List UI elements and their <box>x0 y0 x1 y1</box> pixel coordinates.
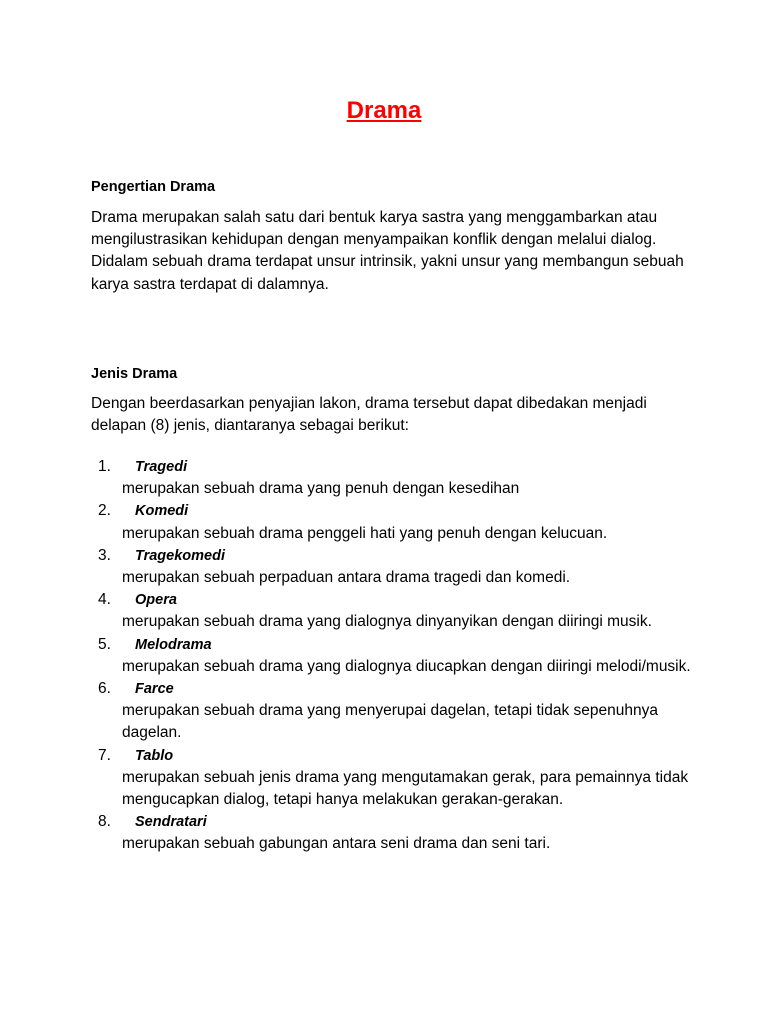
list-item-term: Melodrama <box>135 636 212 653</box>
list-item-number: 5. <box>98 635 111 653</box>
list-item <box>91 500 691 544</box>
list-item-description: merupakan sebuah jenis drama yang mengutamakan gerak, para pemainnya tidak mengucapkan dialog, tetapi hanya melakukan gerakan-gerakan. <box>122 768 689 809</box>
list-item-number: 8. <box>98 813 111 831</box>
list-item-description: merupakan sebuah perpaduan antara drama tragedi dan komedi. <box>122 569 571 587</box>
list-item-number: 4. <box>98 591 111 609</box>
list-item <box>91 745 691 812</box>
list-item <box>91 678 691 745</box>
list-item-term: Tablo <box>135 747 174 764</box>
list-item-term: Opera <box>135 592 177 609</box>
list-item-description: merupakan sebuah gabungan antara seni drama dan seni tari. <box>122 835 551 853</box>
section-heading-pengertian: Pengertian Drama <box>91 179 216 195</box>
list-item <box>91 811 691 855</box>
list-item-term: Komedi <box>135 503 189 520</box>
list-item-term: Tragedi <box>135 459 188 475</box>
list-item-description: merupakan sebuah drama penggeli hati yang penuh dengan kelucuan. <box>122 524 608 542</box>
list-item-number: 6. <box>98 680 111 698</box>
list-item <box>91 545 691 589</box>
section-body-jenis: Dengan beerdasarkan penyajian lakon, drama tersebut dapat dibedakan menjadi delapan (8) jenis, diantaranya sebagai berikut: <box>91 395 647 435</box>
list-item-number: 7. <box>98 746 111 764</box>
list-item-number: 2. <box>98 502 111 520</box>
list-item-description: merupakan sebuah drama yang menyerupai dagelan, tetapi tidak sepenuhnya dagelan. <box>122 702 658 742</box>
list-item-number: 3. <box>98 546 111 564</box>
drama-types-list <box>91 456 691 856</box>
list-item <box>91 634 691 678</box>
section-body-pengertian: Drama merupakan salah satu dari bentuk karya sastra yang menggambarkan atau mengilustrasikan kehidupan dengan menyampaikan konflik dengan melalui dialog. Didalam sebuah drama terdapat unsur intrinsik, yakni unsur yang membangun sebuah karya sastra terdapat di dalamnya. <box>91 209 684 293</box>
list-item-description: merupakan sebuah drama yang dialognya dinyanyikan dengan diiringi musik. <box>122 613 652 631</box>
list-item <box>91 589 691 633</box>
list-item <box>91 456 691 500</box>
section-heading-jenis: Jenis Drama <box>91 366 178 382</box>
list-item-description: merupakan sebuah drama yang dialognya diucapkan dengan diiringi melodi/musik. <box>122 657 691 675</box>
list-item-description: merupakan sebuah drama yang penuh dengan kesedihan <box>122 480 520 498</box>
list-item-number: 1. <box>98 458 111 475</box>
list-item-term: Sendratari <box>135 814 207 831</box>
list-item-term: Farce <box>135 681 174 698</box>
document-title: Drama <box>346 97 422 124</box>
list-item-term: Tragekomedi <box>135 547 225 564</box>
